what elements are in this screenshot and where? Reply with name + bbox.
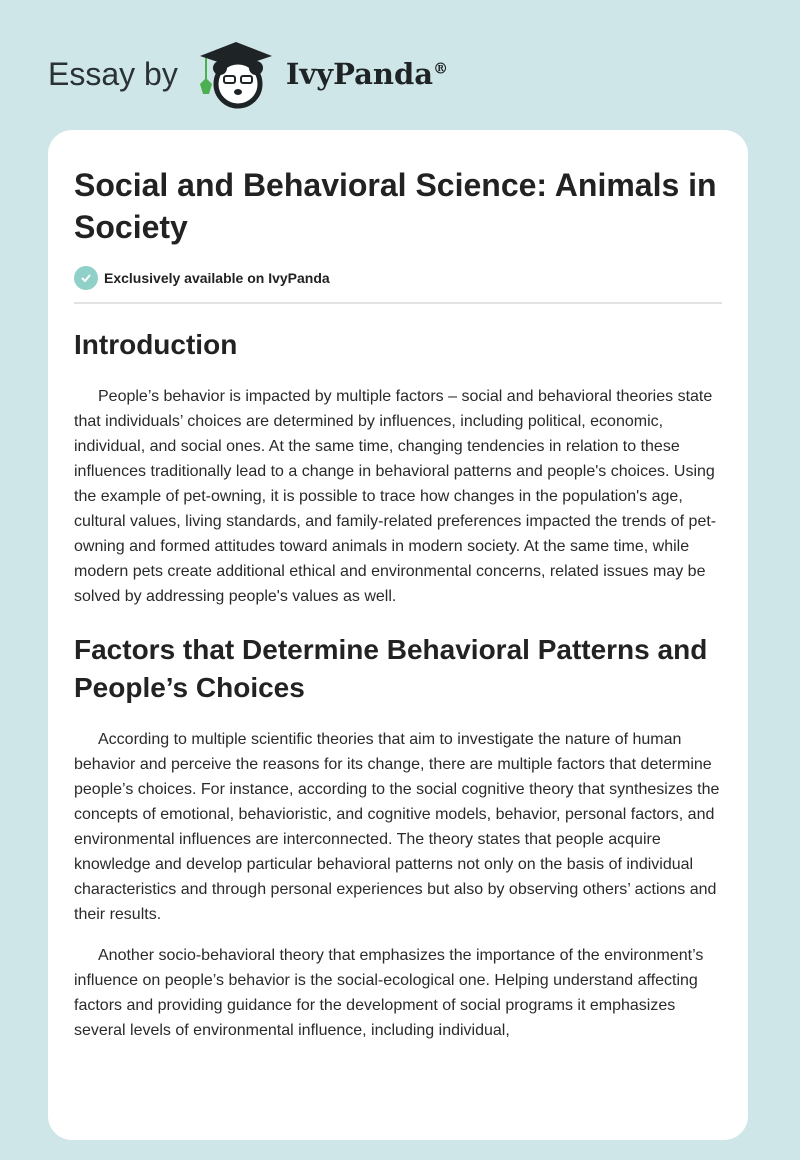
check-circle-icon xyxy=(74,266,98,290)
paragraph: According to multiple scientific theories that aim to investigate the nature of human behavior and perceive the reasons for its change, there are multiple factors that determine people’s choices. For instance, according to the social cognitive theory that synthesizes the concepts of emotional, behavioristic, and cognitive models, behavior, personal factors, and environmental influences are interconnected. The theory states that people acquire knowledge and develop particular behavioral patterns not only on the basis of individual characteristics and through personal experiences but also by observing others’ actions and their results. xyxy=(74,731,720,923)
section-heading: Factors that Determine Behavioral Patterns and People’s Choices xyxy=(74,634,708,703)
brand-name[interactable] xyxy=(286,57,448,91)
brand-text: IvyPanda xyxy=(285,57,434,91)
page-title: Social and Behavioral Science: Animals in Society xyxy=(74,167,717,245)
registered-mark: ® xyxy=(433,59,449,78)
paragraph: Another socio-behavioral theory that emphasizes the importance of the environment’s influence on people’s behavior is the social-ecological one. Helping understand affecting factors and providing guidance for the development of social programs it emphasizes several levels of environmental influence, including individual, xyxy=(74,947,704,1039)
badge-label: Exclusively available on IvyPanda xyxy=(104,270,330,286)
section-heading: Introduction xyxy=(74,329,238,360)
divider xyxy=(74,302,722,304)
essay-by-label: Essay by xyxy=(48,55,178,92)
panda-logo-icon[interactable] xyxy=(196,38,276,110)
essay-card xyxy=(48,130,748,1140)
paragraph: People’s behavior is impacted by multiple factors – social and behavioral theories state that individuals’ choices are determined by influences, including political, economic, individual, and social ones. At the same time, changing tendencies in relation to these influences traditionally lead to a change in behavioral patterns and people's choices. Using the example of pet-owning, it is possible to trace how changes in the population's age, cultural values, living standards, and family-related preferences impacted the trends of pet-owning and formed attitudes toward animals in modern society. At the same time, while modern pets create additional ethical and environmental concerns, related issues may be solved by addressing people's values as well. xyxy=(74,388,717,605)
site-header xyxy=(48,34,448,114)
exclusive-badge xyxy=(74,266,722,290)
